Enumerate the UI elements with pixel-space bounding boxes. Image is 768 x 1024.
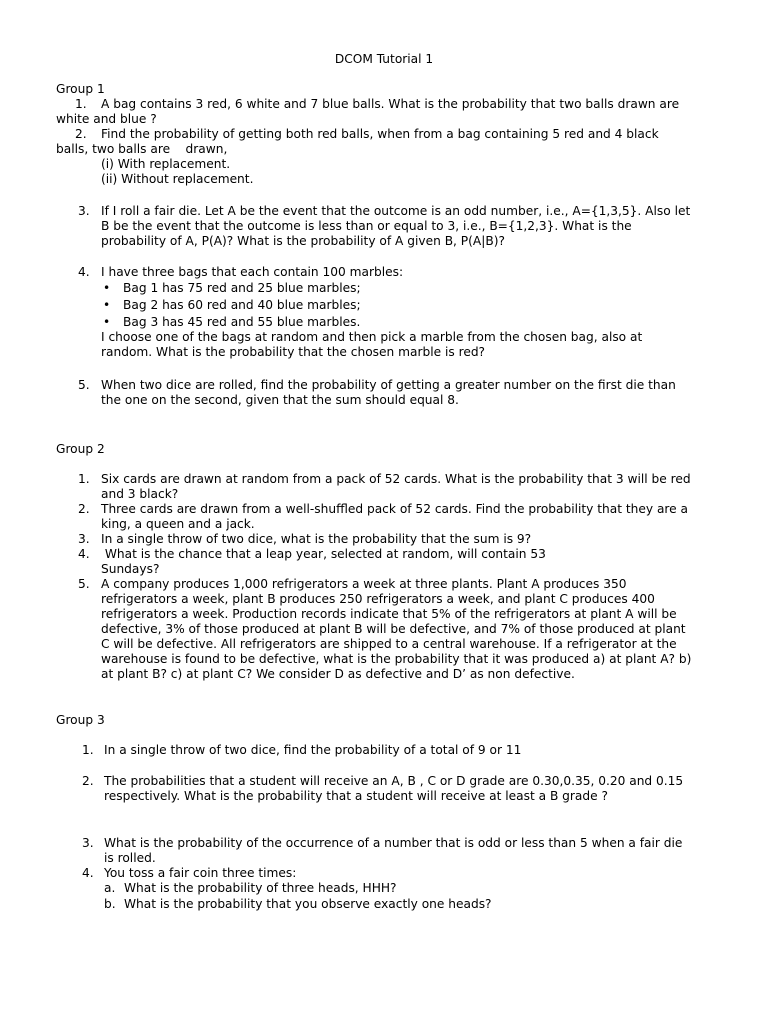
question-text: If I roll a fair die. Let A be the event that the outcome is an odd number, i.e., A={1,3,5}. Also let [101, 204, 691, 218]
question-number: 1. [75, 97, 87, 111]
question-number: 5. [78, 378, 90, 392]
question-text: A bag contains 3 red, 6 white and 7 blue balls. What is the probability that two balls drawn are [101, 97, 680, 111]
question-number: 4. [78, 265, 90, 279]
question-text: balls, two balls are drawn, [56, 142, 228, 156]
question-text: What is the chance that a leap year, selected at random, will contain 53 [101, 547, 546, 561]
bullet-item: Bag 3 has 45 red and 55 blue marbles. [123, 315, 361, 329]
bullet-item: Bag 1 has 75 red and 25 blue marbles; [123, 281, 361, 295]
question-number: 2. [75, 127, 87, 141]
question-text: random. What is the probability that the chosen marble is red? [101, 345, 486, 359]
question-number: 4. [78, 547, 90, 561]
bullet-icon: • [103, 298, 111, 312]
question-number: 2. [78, 502, 90, 516]
question-text: refrigerators a week. Production records indicate that 5% of the refrigerators at plant A will be [101, 607, 677, 621]
question-text: white and blue ? [56, 112, 157, 126]
question-text: In a single throw of two dice, find the probability of a total of 9 or 11 [104, 743, 522, 757]
question-number: 1. [78, 472, 90, 486]
question-text: Three cards are drawn from a well-shuffled pack of 52 cards. Find the probability that they are a [101, 502, 688, 516]
question-text: probability of A, P(A)? What is the probability of A given B, P(A|B)? [101, 234, 505, 248]
question-number: 2. [82, 774, 94, 788]
question-text: Sundays? [101, 562, 160, 576]
question-text: defective, 3% of those produced at plant B will be defective, and 7% of those produced at plant [101, 622, 686, 636]
question-text: and 3 black? [101, 487, 179, 501]
question-subitem: What is the probability of three heads, HHH? [124, 881, 397, 895]
question-text: warehouse is found to be defective, what is the probability that it was produced a) at plant A? b) [101, 652, 692, 666]
question-text: B be the event that the outcome is less than or equal to 3, i.e., B={1,2,3}. What is the [101, 219, 632, 233]
question-text: I choose one of the bags at random and then pick a marble from the chosen bag, also at [101, 330, 643, 344]
question-number: 4. [82, 866, 94, 880]
question-text: respectively. What is the probability that a student will receive at least a B grade ? [104, 789, 608, 803]
document-title: DCOM Tutorial 1 [334, 52, 434, 66]
bullet-item: Bag 2 has 60 red and 40 blue marbles; [123, 298, 361, 312]
question-number: 3. [78, 532, 90, 546]
question-number: 1. [82, 743, 94, 757]
question-text: I have three bags that each contain 100 marbles: [101, 265, 404, 279]
question-subitem: (ii) Without replacement. [101, 172, 254, 186]
question-text: You toss a fair coin three times: [104, 866, 297, 880]
question-text: the one on the second, given that the sum should equal 8. [101, 393, 459, 407]
subitem-label: b. [104, 897, 116, 911]
question-text: What is the probability of the occurrence of a number that is odd or less than 5 when a fair die [104, 836, 683, 850]
question-text: king, a queen and a jack. [101, 517, 255, 531]
question-number: 3. [82, 836, 94, 850]
question-text: is rolled. [104, 851, 156, 865]
question-number: 3. [78, 204, 90, 218]
question-text: Find the probability of getting both red balls, when from a bag containing 5 red and 4 black [101, 127, 659, 141]
group-2-heading: Group 2 [56, 442, 105, 456]
question-text: A company produces 1,000 refrigerators a week at three plants. Plant A produces 350 [101, 577, 627, 591]
bullet-icon: • [103, 281, 111, 295]
group-3-heading: Group 3 [56, 713, 105, 727]
subitem-label: a. [104, 881, 116, 895]
question-text: refrigerators a week, plant B produces 250 refrigerators a week, and plant C produces 400 [101, 592, 655, 606]
question-text: C will be defective. All refrigerators are shipped to a central warehouse. If a refrigerator at the [101, 637, 677, 651]
question-subitem: What is the probability that you observe exactly one heads? [124, 897, 492, 911]
question-subitem: (i) With replacement. [101, 157, 231, 171]
question-text: When two dice are rolled, find the probability of getting a greater number on the first die than [101, 378, 676, 392]
question-text: The probabilities that a student will receive an A, B , C or D grade are 0.30,0.35, 0.20 and 0.15 [104, 774, 684, 788]
question-text: In a single throw of two dice, what is the probability that the sum is 9? [101, 532, 532, 546]
question-text: Six cards are drawn at random from a pack of 52 cards. What is the probability that 3 will be red [101, 472, 691, 486]
question-number: 5. [78, 577, 90, 591]
group-1-heading: Group 1 [56, 82, 105, 96]
question-text: at plant B? c) at plant C? We consider D as defective and D’ as non defective. [101, 667, 575, 681]
bullet-icon: • [103, 315, 111, 329]
